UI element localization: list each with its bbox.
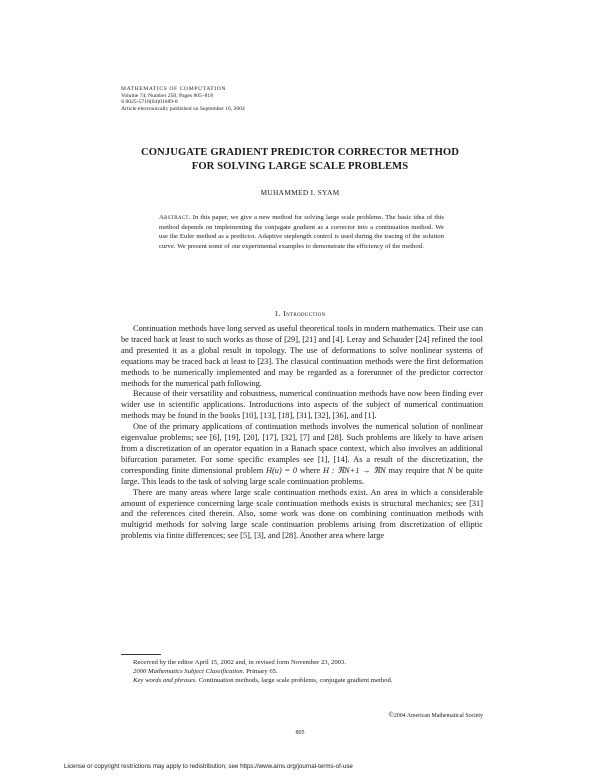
issn: S 0025-5718(04)01689-8: [121, 99, 178, 106]
variable-n: N: [447, 465, 453, 475]
paragraph-3-text-b: where: [299, 465, 321, 475]
copyright: [350, 711, 483, 719]
paper-title: [100, 146, 500, 174]
section-heading: [100, 309, 500, 318]
keywords-label: Key words and phrases.: [133, 677, 198, 684]
abstract-text: In this paper, we give a new method for solving large scale problems. The basic idea of this method depends on implementing the conjugate gradient as a corrector into a continuation method. We use the Euler method as a predictor. Adaptive steplength control is used during the tracing of the solution curve. We present some of our experimental examples to demonstrate the efficiency of the method.: [159, 214, 444, 250]
equation-h: H(u) = 0: [265, 465, 298, 475]
received-note: Received by the editor April 15, 2002 and, in revised form November 23, 2003.: [133, 659, 347, 666]
abstract-label: Abstract.: [159, 214, 191, 221]
paragraph-4: There are many areas where large scale continuation methods exist. An area in which a considerable amount of experience concerning large scale continuation methods exists is structural mechanics; see [31] and the references cited therein. Also, some work was done on combining continuation methods with multigrid methods for solving large scale continuation problems arising from discretization of elliptic problems via finite differences; see [5], [3], and [28]. Another area where large: [121, 487, 483, 541]
license-notice: License or copyright restrictions may apply to redistribution; see https://www.ams.org/journal-terms-of-use: [64, 763, 353, 770]
title-line-1: CONJUGATE GRADIENT PREDICTOR CORRECTOR METHOD: [140, 147, 460, 158]
paragraph-3-text-a: One of the primary applications of continuation methods involves the numerical solution of nonlinear eigenvalue problems; see [6], [19], [20], [17], [32], [7] and [28]. Such problems are likely to have arisen from a discretization of an operator equation in a Banach space context, which also involves an additional bifurcation parameter. For some specific examples see [1], [14]. As a result of the discretization, the corresponding finite dimensional problem: [121, 422, 483, 475]
msc-note: [121, 667, 483, 676]
copyright-icon: ©: [388, 711, 394, 719]
title-line-2: FOR SOLVING LARGE SCALE PROBLEMS: [191, 161, 409, 172]
author-name: MUHAMMED I. SYAM: [260, 188, 340, 197]
msc-label: 2000 Mathematics Subject Classification.: [133, 668, 245, 675]
paragraph-3-text-d: be quite large. This leads to the task of solving large scale continuation problems.: [121, 465, 483, 486]
footnote-rule: [121, 654, 161, 655]
paragraph-1: Continuation methods have long served as useful theoretical tools in modern mathematics. Their use can be traced back at least to such works as those of [29], [21] and [4]. Leray and Schauder [24] refined the tool and presented it as a global result in topology. The use of deformations to solve nonlinear systems of equations may be traced back at least to [23]. The classical continuation methods were the first deformation methods to be numerically implemented and may be regarded as a forerunner of the predictor corrector methods for the numerical path following.: [121, 324, 483, 388]
paragraph-2: Because of their versatility and robustness, numerical continuation methods have now been finding ever wider use in scientific applications. Introductions into aspects of the subject of numerical continuation methods may be found in the books [10], [13], [18], [31], [32], [36], and [1].: [121, 389, 483, 421]
volume-info: Volume 74, Number 250, Pages 805–818: [121, 92, 214, 99]
paragraph-3: [121, 422, 483, 487]
abstract: [159, 213, 444, 251]
journal-header: [121, 86, 245, 112]
mapping-h: H : ℜN+1 → ℜN: [323, 465, 386, 475]
journal-name: MATHEMATICS OF COMPUTATION: [121, 86, 226, 92]
msc-value: Primary 65.: [246, 668, 278, 675]
section-title: Introduction: [283, 309, 326, 318]
publication-date: Article electronically published on September 16, 2004: [121, 105, 245, 112]
footnotes: [121, 658, 483, 685]
section-number: 1.: [274, 309, 281, 318]
copyright-text: 2004 American Mathematical Society: [393, 713, 483, 719]
paragraph-3-text-c: may require that: [388, 465, 445, 475]
keywords-value: Continuation methods, large scale problems, conjugate gradient method.: [198, 677, 393, 684]
keywords-note: [121, 676, 483, 685]
page-number: 805: [295, 730, 305, 736]
body-text: [121, 324, 483, 542]
